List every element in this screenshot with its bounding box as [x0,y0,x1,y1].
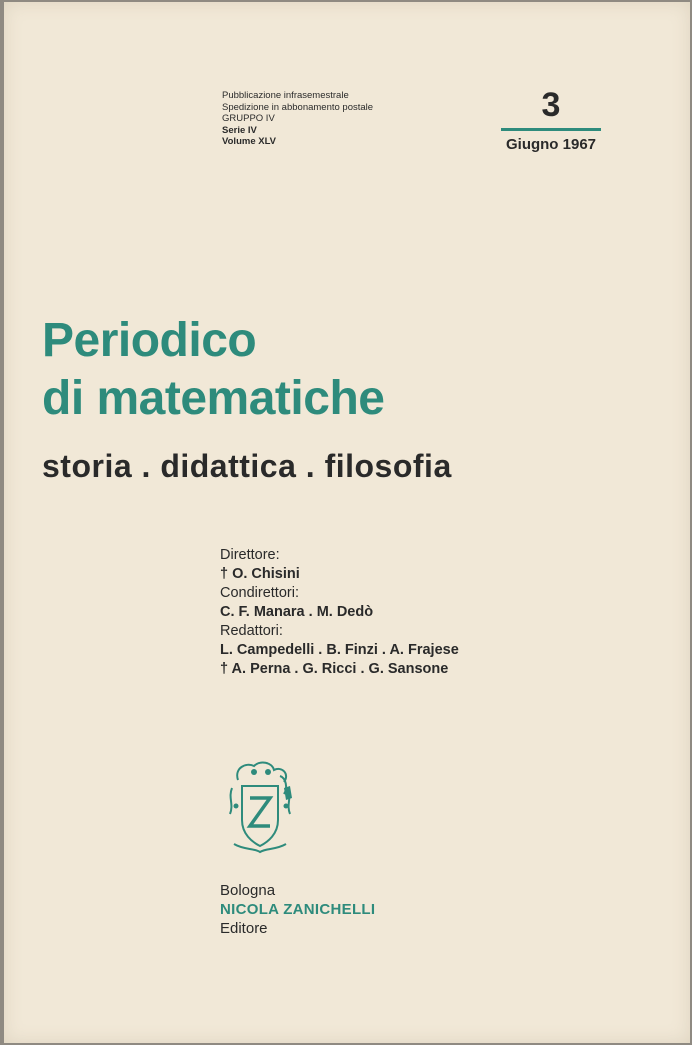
serie-label: Serie IV [222,124,257,136]
issue-divider [501,128,601,131]
volume-label: Volume XLV [222,136,277,148]
journal-cover [4,2,690,1043]
journal-title-line2: di matematiche [42,372,385,425]
publisher-block [220,881,375,938]
publisher-city: Bologna [220,882,276,899]
issue-date: Giugno 1967 [505,136,597,153]
direttore-name: † O. Chisini [220,566,300,582]
redattori-names-line1: L. Campedelli . B. Finzi . A. Frajese [220,642,459,658]
condirettori-label: Condirettori: [220,585,299,601]
publication-info [222,90,373,148]
journal-title-line1: Periodico [42,314,257,367]
redattori-names-line2: † A. Perna . G. Ricci . G. Sansone [220,661,449,677]
publisher-role: Editore [220,920,268,937]
publication-info-line1: Pubblicazione infrasemestrale [222,90,349,101]
issue-number: 3 [541,86,561,124]
direttore-label: Direttore: [220,547,280,563]
publisher-name: NICOLA ZANICHELLI [220,901,376,918]
publication-info-line2: Spedizione in abbonamento postale [222,101,374,113]
redattori-label: Redattori: [220,623,283,639]
editorial-staff [220,546,459,679]
condirettori-names: C. F. Manara . M. Dedò [220,604,374,620]
journal-subtitle: storia . didattica . filosofia [42,448,452,484]
publisher-emblem-icon [224,758,296,858]
publication-info-line3: GRUPPO IV [222,113,275,125]
journal-title [42,312,384,428]
